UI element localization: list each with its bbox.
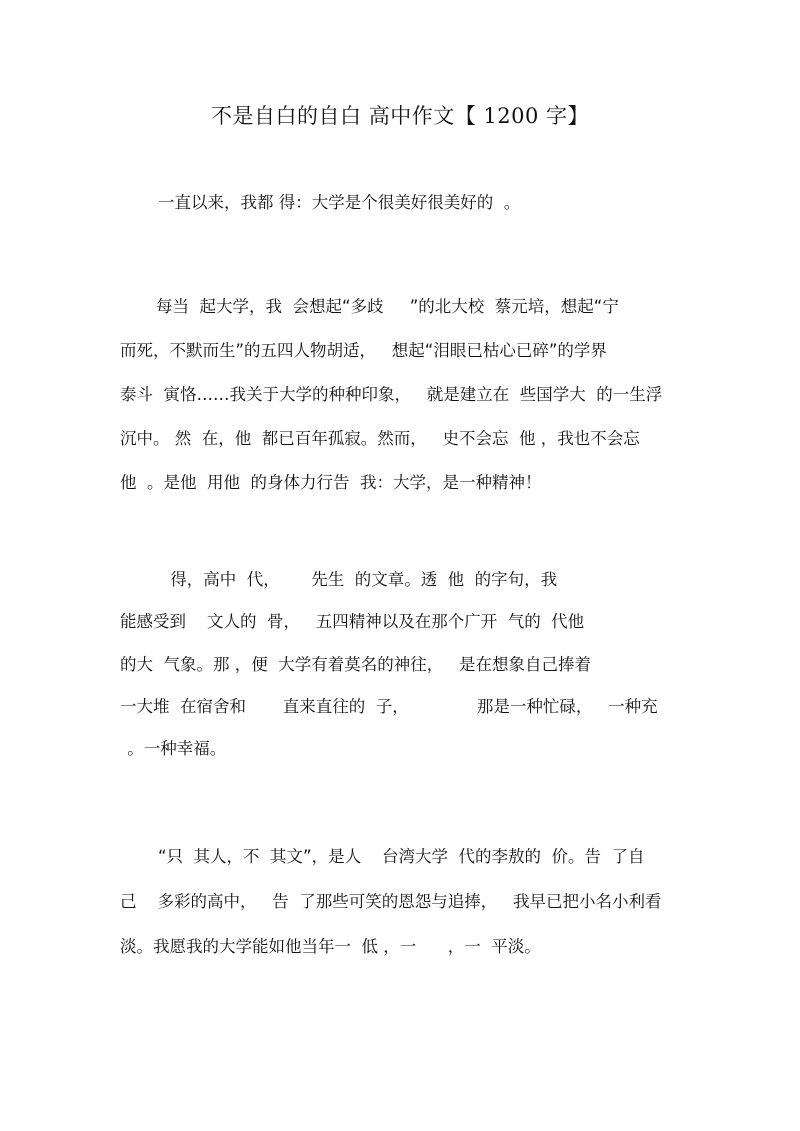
paragraph-3-line-3: 的大 气象。那 ，便 大学有着莫名的神往， 是在想象自己捧着 xyxy=(120,655,591,674)
paragraph-2-line-4: 沉中。 然 在，他 都已百年孤寂。然而， 史不会忘 他 ，我也不会忘 xyxy=(120,429,640,448)
paragraph-2-line-5: 他 。是他 用他 的身体力行告 我：大学，是一种精神！ xyxy=(120,473,542,492)
paragraph-2-line-1: 每当 起大学，我 会想起“多歧 ”的北大校 蔡元培，想起“宁 xyxy=(156,297,619,316)
paragraph-3-line-1: 得，高中 代， 先生 的文章。透 他 的字句，我 xyxy=(165,570,558,589)
paragraph-2-line-3: 泰斗 寅恪……我关于大学的种种印象， 就是建立在 些国学大 的一生浮 xyxy=(120,385,663,404)
paragraph-1-line-1: 一直以来，我都 得：大学是个很美好很美好的 。 xyxy=(158,193,521,212)
paragraph-3-line-5: 。一种幸福。 xyxy=(122,739,227,758)
paragraph-2-line-2: 而死，不默而生”的五四人物胡适， 想起“泪眼已枯心已碎”的学界 xyxy=(120,341,607,360)
document-title: 不是自白的自白 高中作文【 1200 字】 xyxy=(211,104,589,128)
paragraph-4-line-1: “只 其人，不 其文”，是人 台湾大学 代的李敖的 价。告 了自 xyxy=(158,847,645,866)
paragraph-3-line-4: 一大堆 在宿舍和 直来直往的 子， 那是一种忙碌， 一种充 xyxy=(120,697,658,716)
paragraph-4-line-2: 己 多彩的高中， 告 了那些可笑的恩怨与追捧， 我早已把小名小利看 xyxy=(120,892,662,911)
paragraph-4-line-3: 淡。我愿我的大学能如他当年一 低 ，一 ，一 平淡。 xyxy=(120,937,541,956)
paragraph-3-line-2: 能感受到 文人的 骨， 五四精神以及在那个广开 气的 代他 xyxy=(120,612,585,631)
